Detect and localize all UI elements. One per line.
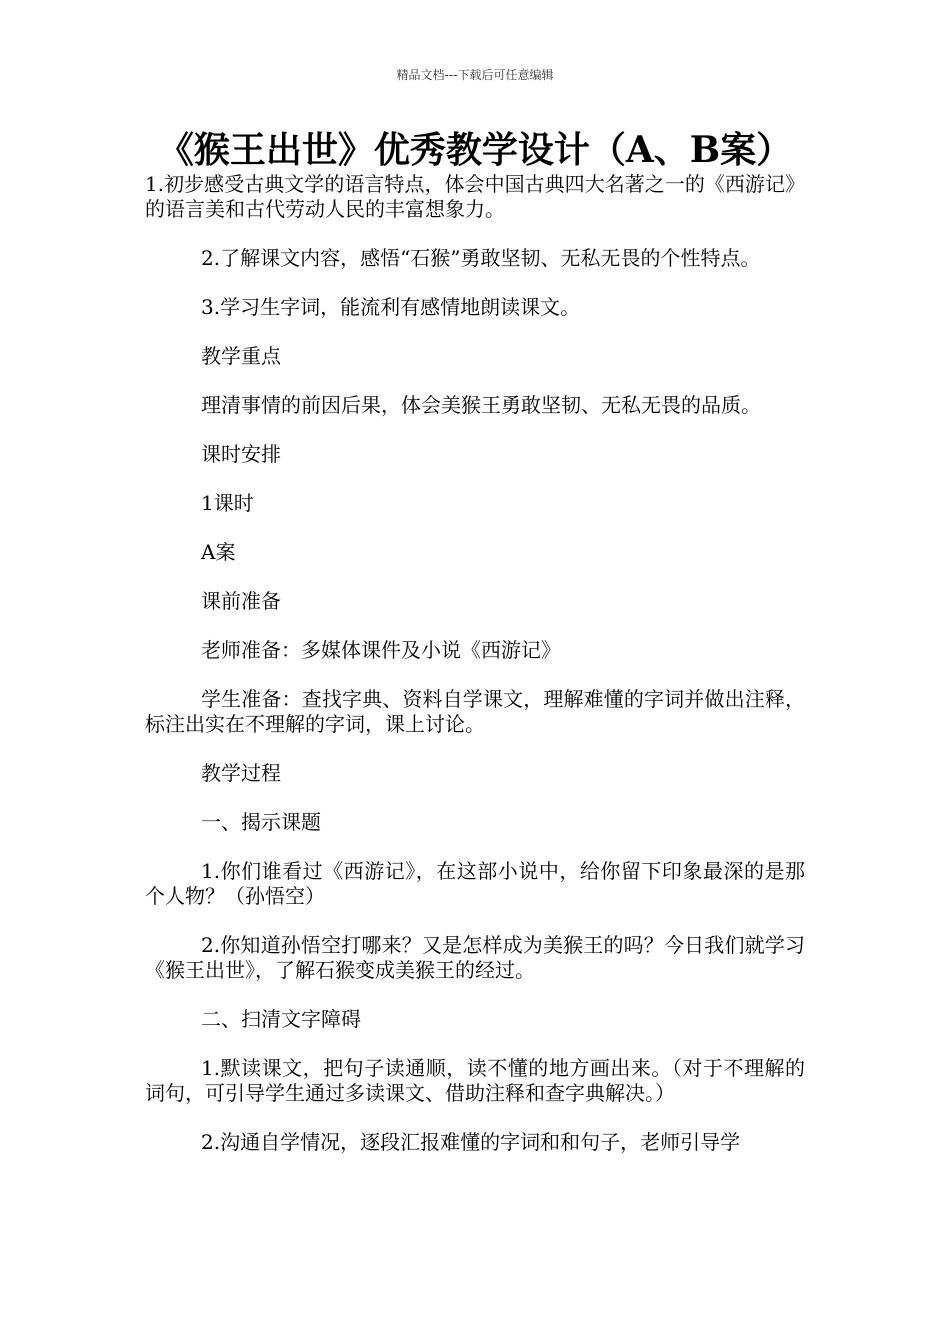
section-heading: A案 bbox=[201, 540, 236, 564]
paragraph: 理清事情的前因后果，体会美猴王勇敢坚韧、无私无畏的品质。 bbox=[201, 393, 761, 417]
paragraph: 2.沟通自学情况，逐段汇报难懂的字词和和句子，老师引导学 bbox=[201, 1130, 741, 1154]
paragraph: 2.你知道孙悟空打哪来？又是怎样成为美猴王的吗？今日我们就学习《猴王出世》，了解石猴变成美猴王的经过。 bbox=[145, 933, 805, 982]
section-heading: 课前准备 bbox=[201, 589, 281, 613]
document-body bbox=[145, 172, 805, 1179]
document-title: 《猴王出世》优秀教学设计（A、B案） bbox=[157, 129, 793, 171]
paragraph: 老师准备：多媒体课件及小说《西游记》 bbox=[201, 638, 561, 662]
page-header: 精品文档---下载后可任意编辑 bbox=[396, 68, 554, 82]
section-heading: 二、扫清文字障碍 bbox=[201, 1007, 361, 1031]
paragraph: 1.默读课文，把句子读通顺，读不懂的地方画出来。（对于不理解的词句，可引导学生通过多读课文、借助注释和查字典解决。） bbox=[145, 1056, 805, 1105]
paragraph: 1课时 bbox=[201, 491, 254, 515]
section-heading: 教学过程 bbox=[201, 761, 281, 785]
paragraph: 1.你们谁看过《西游记》，在这部小说中，给你留下印象最深的是那个人物？（孙悟空） bbox=[145, 859, 805, 908]
paragraph: 3.学习生字词，能流利有感情地朗读课文。 bbox=[201, 295, 581, 319]
paragraph: 2.了解课文内容，感悟“石猴”勇敢坚韧、无私无畏的个性特点。 bbox=[201, 246, 761, 270]
paragraph: 1.初步感受古典文学的语言特点，体会中国古典四大名著之一的《西游记》的语言美和古代劳动人民的丰富想象力。 bbox=[145, 172, 805, 221]
section-heading: 教学重点 bbox=[201, 344, 281, 368]
section-heading: 课时安排 bbox=[201, 442, 281, 466]
section-heading: 一、揭示课题 bbox=[201, 810, 321, 834]
paragraph: 学生准备：查找字典、资料自学课文，理解难懂的字词并做出注释，标注出实在不理解的字词，课上讨论。 bbox=[145, 687, 805, 736]
